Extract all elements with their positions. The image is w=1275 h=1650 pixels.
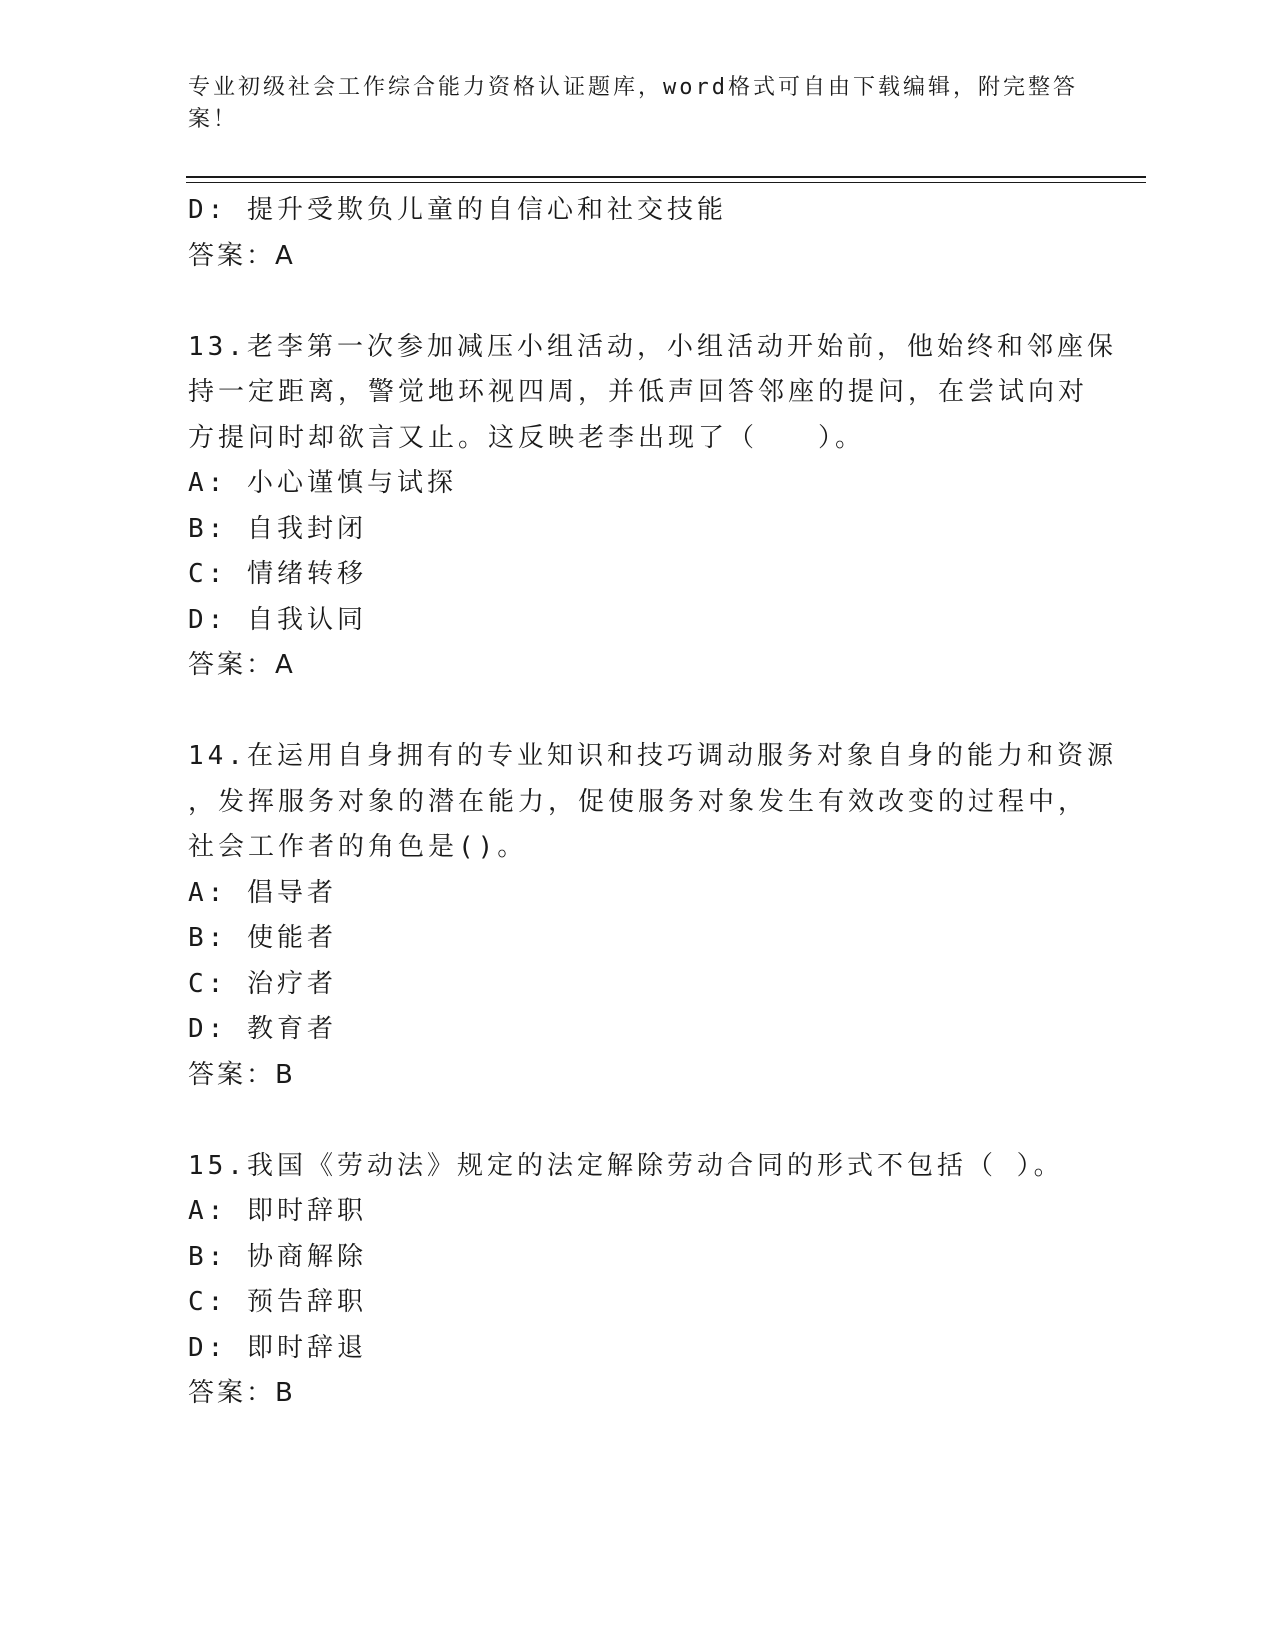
- answer-line: 答案：B: [188, 1059, 296, 1090]
- option-c: C: 治疗者: [188, 968, 337, 999]
- header-line-1: 专业初级社会工作综合能力资格认证题库，word格式可自由下载编辑，附完整答: [188, 75, 1078, 100]
- header-divider-thick: [186, 176, 1146, 178]
- option-d: D: 即时辞退: [188, 1332, 367, 1363]
- question-stem: [188, 734, 1117, 871]
- question-stem: [188, 325, 1117, 462]
- header-line-2: 案！: [188, 107, 239, 132]
- option-b: B: 自我封闭: [188, 513, 367, 544]
- question-list: [188, 188, 1117, 1417]
- question-12-tail: [188, 188, 1088, 279]
- option-c: C: 预告辞职: [188, 1287, 367, 1317]
- stem-line: 15.我国《劳动法》规定的法定解除劳动合同的形式不包括（ ）。: [188, 1150, 1064, 1181]
- option-c: C: 情绪转移: [188, 559, 367, 589]
- stem-line: 社会工作者的角色是()。: [188, 832, 528, 862]
- spacer: [188, 279, 1088, 325]
- option-a: A: 即时辞职: [188, 1196, 367, 1226]
- option-a: A: 小心谨慎与试探: [188, 468, 457, 498]
- option-d: D: 提升受欺负儿童的自信心和社交技能: [188, 195, 727, 225]
- option-d: D: 自我认同: [188, 604, 367, 635]
- answer-line: 答案：A: [188, 650, 296, 680]
- option-a: A: 倡导者: [188, 877, 337, 908]
- question-14: [188, 734, 1117, 1098]
- stem-line: 13.老李第一次参加减压小组活动，小组活动开始前，他始终和邻座保: [188, 331, 1117, 362]
- answer-line: 答案：B: [188, 1378, 296, 1408]
- question-15: [188, 1144, 1088, 1417]
- spacer: [188, 689, 1088, 735]
- stem-line: 14.在运用自身拥有的专业知识和技巧调动服务对象自身的能力和资源: [188, 741, 1117, 771]
- option-d: D: 教育者: [188, 1014, 337, 1044]
- spacer: [188, 1098, 1088, 1144]
- document-header: [188, 72, 1078, 136]
- stem-line: 方提问时却欲言又止。这反映老李出现了（ ）。: [188, 422, 866, 453]
- question-stem: [188, 1144, 1088, 1190]
- question-13: [188, 325, 1117, 689]
- header-divider-thin: [186, 182, 1146, 183]
- stem-line: ，发挥服务对象的潜在能力，促使服务对象发生有效改变的过程中，: [188, 786, 1089, 817]
- option-b: B: 使能者: [188, 923, 337, 953]
- stem-line: 持一定距离，警觉地环视四周，并低声回答邻座的提问，在尝试向对: [188, 377, 1089, 407]
- option-b: B: 协商解除: [188, 1241, 367, 1272]
- answer-line: 答案：A: [188, 240, 296, 271]
